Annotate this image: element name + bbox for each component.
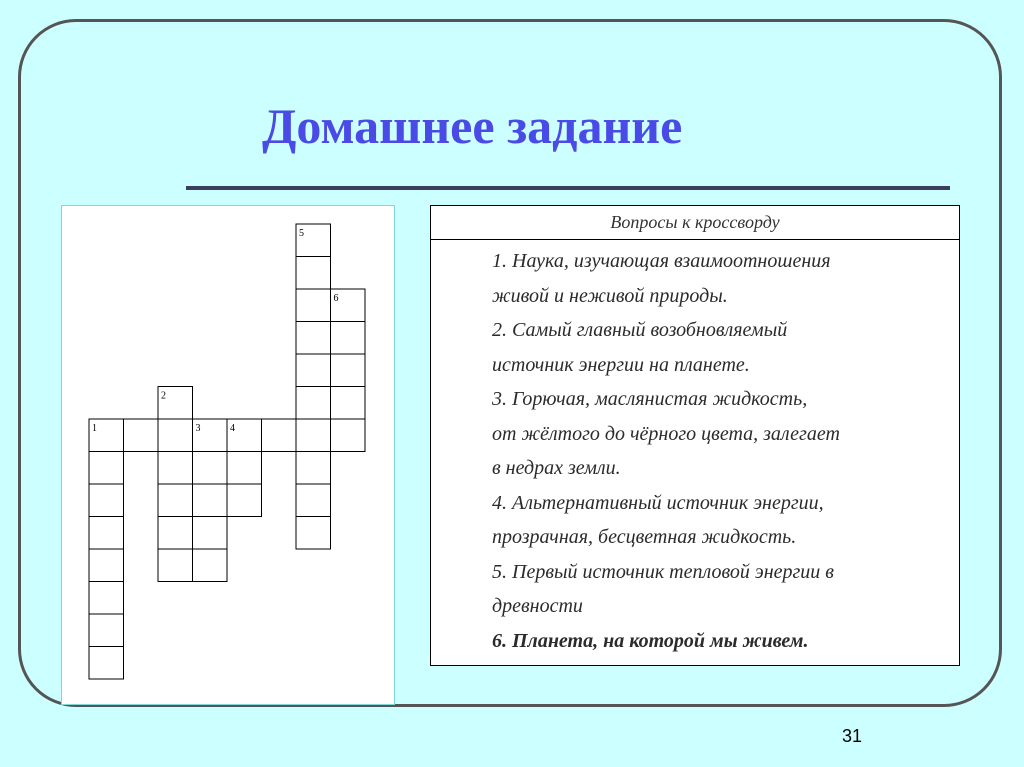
question-line: 5. Первый источник тепловой энергии в [492, 560, 834, 583]
question-line: в недрах земли. [492, 457, 621, 479]
crossword-cell [331, 354, 366, 387]
crossword-cell [296, 289, 331, 322]
crossword-cell [227, 484, 262, 517]
clue-number: 5 [299, 228, 304, 239]
question-line: от жёлтого до чёрного цвета, залегает [492, 422, 840, 445]
crossword-cell [296, 484, 331, 517]
crossword-cell [296, 517, 331, 550]
question-line: прозрачная, бесцветная жидкость. [492, 526, 797, 548]
question-line: источник энергии на планете. [492, 353, 750, 376]
crossword-cell [296, 419, 331, 452]
crossword-cell [124, 419, 159, 452]
crossword-cell [193, 549, 228, 582]
crossword-cell [296, 354, 331, 387]
crossword-cell [89, 582, 124, 615]
crossword-cell [296, 452, 331, 485]
crossword-cell [158, 419, 193, 452]
crossword-cell [158, 549, 193, 582]
crossword-cell [262, 419, 297, 452]
clue-number: 1 [92, 423, 97, 434]
crossword-cell [193, 484, 228, 517]
slide-title: Домашнее задание [262, 98, 683, 154]
crossword-cell [158, 452, 193, 485]
crossword-cell [89, 452, 124, 485]
crossword-cell [89, 549, 124, 582]
crossword-cell [89, 484, 124, 517]
clue-number: 6 [333, 293, 339, 304]
crossword-cell [331, 322, 366, 355]
crossword-cell [331, 387, 366, 420]
crossword-cell [89, 614, 124, 647]
crossword-cell [89, 517, 124, 550]
question-line: 2. Самый главный возобновляемый [492, 319, 788, 341]
page-number: 31 [842, 726, 863, 746]
clue-number: 4 [230, 423, 235, 434]
question-line: древности [492, 595, 583, 617]
crossword-cell [158, 517, 193, 550]
question-line: 1. Наука, изучающая взаимоотношения [492, 250, 831, 272]
crossword-grid [62, 206, 396, 706]
questions-table [430, 205, 960, 666]
crossword-cell [193, 517, 228, 550]
title-underline [186, 186, 950, 190]
crossword-cell [296, 387, 331, 420]
clue-number: 3 [195, 423, 201, 434]
crossword-cell [193, 452, 228, 485]
question-line: 3. Горючая, маслянистая жидкость, [492, 388, 808, 410]
clue-number: 2 [161, 390, 166, 402]
crossword-cell [89, 647, 124, 680]
crossword-cell [331, 419, 366, 452]
crossword-cell [296, 322, 331, 355]
questions-list [431, 240, 959, 658]
question-line: 6. Планета, на которой мы живем. [492, 629, 809, 652]
question-line: 4. Альтернативный источник энергии, [492, 491, 824, 514]
questions-header: Вопросы к кроссворду [431, 206, 959, 240]
crossword-cell [227, 452, 262, 485]
crossword-panel [61, 205, 395, 705]
question-line: живой и неживой природы. [492, 284, 728, 307]
crossword-cell [296, 257, 331, 290]
crossword-cell [158, 484, 193, 517]
